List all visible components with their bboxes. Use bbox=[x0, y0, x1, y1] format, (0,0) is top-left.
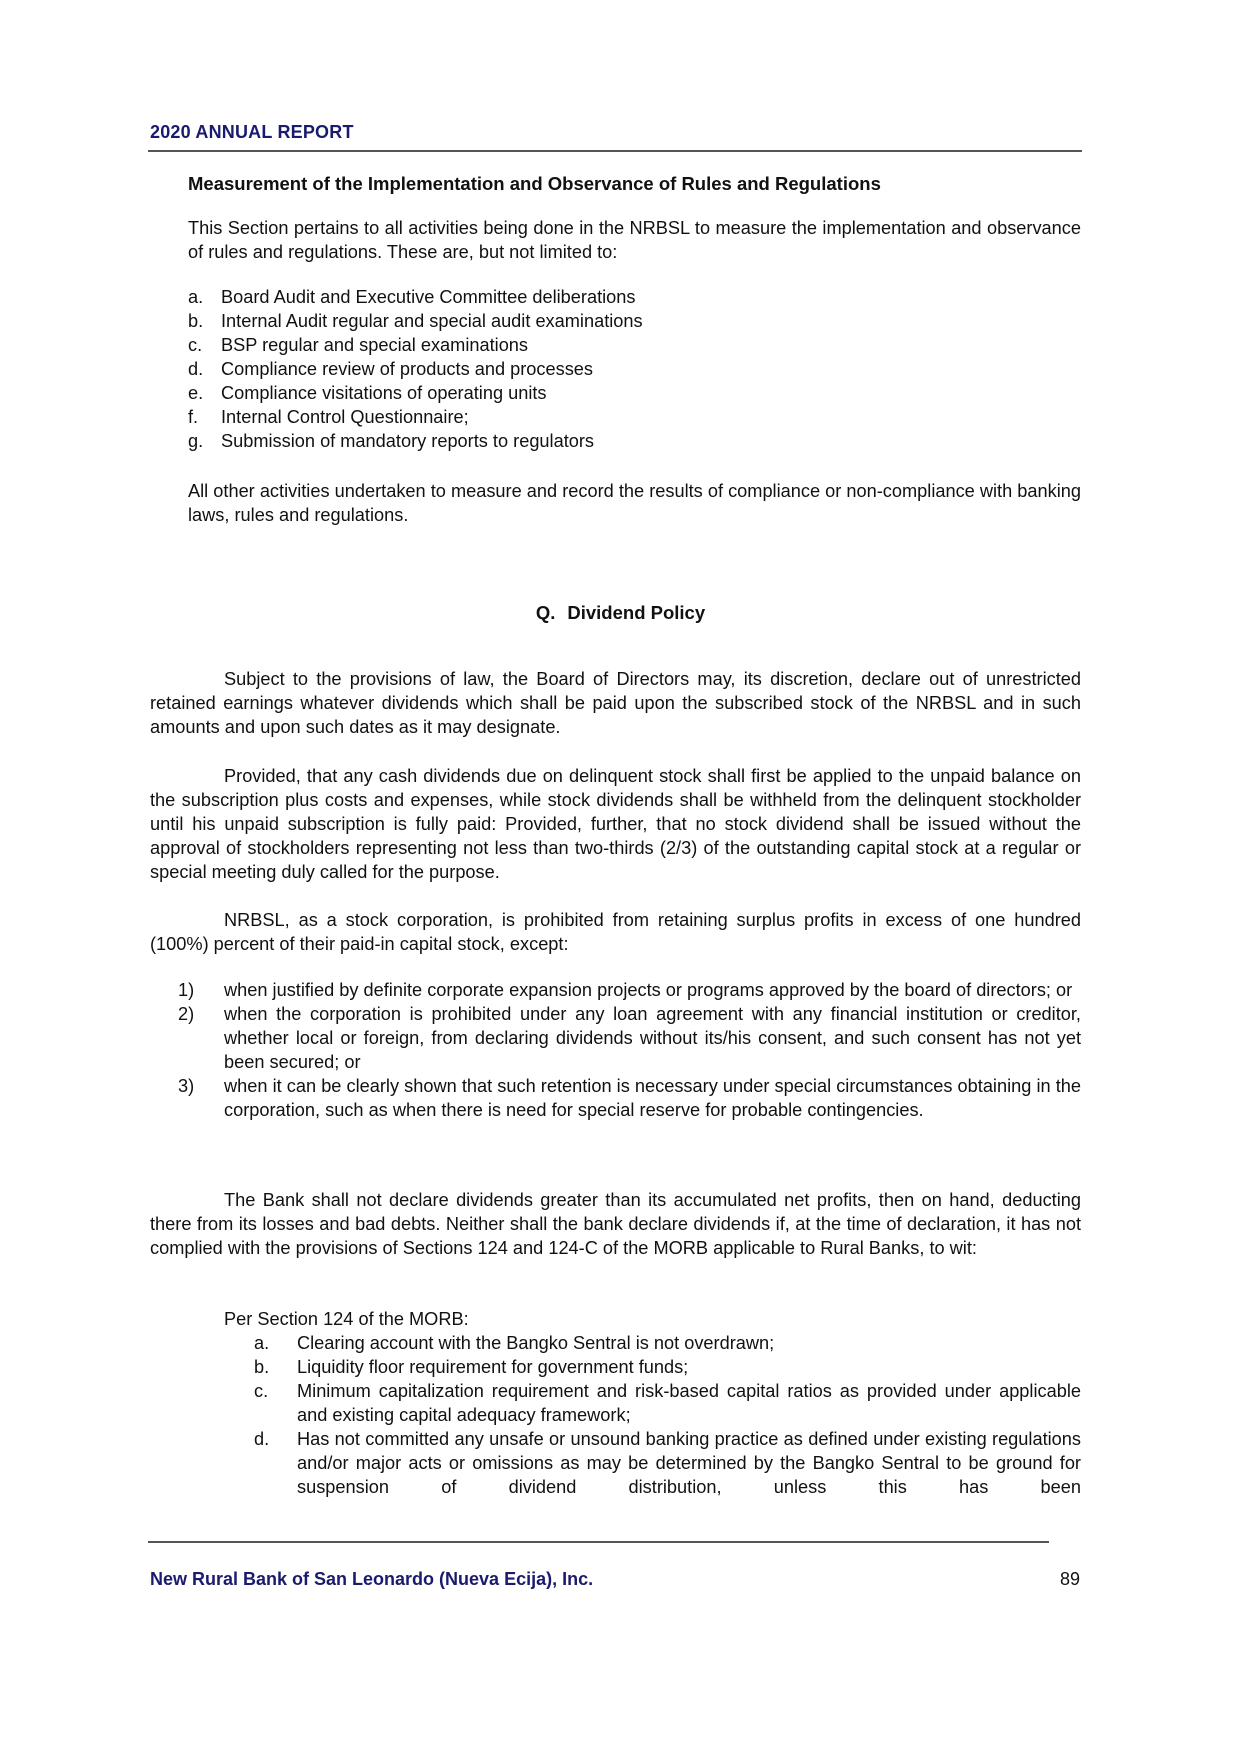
paragraph: NRBSL, as a stock corporation, is prohibited from retaining surplus profits in excess of one hundred (100%) percent of their paid-in capital stock, except: bbox=[150, 910, 1081, 954]
list-item-label: 2) bbox=[178, 1004, 195, 1024]
list-item-text: Internal Audit regular and special audit examinations bbox=[221, 311, 643, 331]
list-item-text: when the corporation is prohibited under any loan agreement with any financial institution or creditor, whether local or foreign, from declaring dividends without its/his consent, and such consent has not yet been secured; or bbox=[224, 1004, 1081, 1072]
section-title-dividend-policy bbox=[0, 601, 1241, 625]
list-item-text: Submission of mandatory reports to regulators bbox=[221, 431, 595, 451]
list-item bbox=[188, 429, 1081, 453]
list-item-label: 1) bbox=[178, 980, 195, 1000]
page-number: 89 bbox=[1060, 1569, 1081, 1589]
list-item bbox=[188, 333, 1081, 357]
list-item bbox=[178, 978, 1081, 1002]
list-item-label: c. bbox=[254, 1381, 269, 1401]
section-title-measurement: Measurement of the Implementation and Observance of Rules and Regulations bbox=[188, 173, 881, 194]
morb-requirements-list bbox=[254, 1331, 1081, 1499]
list-item-label: b. bbox=[188, 311, 204, 331]
list-item-text: Compliance review of products and processes bbox=[221, 359, 594, 379]
list-item bbox=[188, 357, 1081, 381]
list-item bbox=[254, 1331, 1081, 1355]
morb-section-heading: Per Section 124 of the MORB: bbox=[224, 1309, 469, 1329]
section-title-text: Dividend Policy bbox=[567, 602, 706, 623]
list-item-label: a. bbox=[188, 287, 204, 307]
list-item-label: b. bbox=[254, 1357, 270, 1377]
list-item-label: g. bbox=[188, 431, 204, 451]
paragraph: Subject to the provisions of law, the Board of Directors may, its discretion, declare out of unrestricted retained earnings whatever dividends which shall be paid upon the subscribed stock of the NRBSL and in such amounts and upon such dates as it may designate. bbox=[150, 669, 1081, 737]
section-intro-paragraph: This Section pertains to all activities being done in the NRBSL to measure the implementation and observance of rules and regulations. These are, but not limited to: bbox=[188, 218, 1081, 262]
list-item-text: Clearing account with the Bangko Sentral is not overdrawn; bbox=[297, 1333, 775, 1353]
list-item-text: when justified by definite corporate expansion projects or programs approved by the board of directors; or bbox=[224, 980, 1073, 1000]
list-item bbox=[254, 1379, 1081, 1427]
list-item-text: Liquidity floor requirement for government funds; bbox=[297, 1357, 689, 1377]
list-item-label: c. bbox=[188, 335, 203, 355]
list-item-label: d. bbox=[254, 1429, 270, 1449]
activities-list bbox=[188, 285, 1081, 453]
list-item bbox=[188, 309, 1081, 333]
list-item bbox=[188, 285, 1081, 309]
list-item-label: 3) bbox=[178, 1076, 195, 1096]
section-outro-paragraph: All other activities undertaken to measure and record the results of compliance or non-compliance with banking laws, rules and regulations. bbox=[188, 481, 1081, 525]
list-item bbox=[178, 1002, 1081, 1074]
list-item-text: Board Audit and Executive Committee deliberations bbox=[221, 287, 636, 307]
list-item-text: when it can be clearly shown that such retention is necessary under special circumstances obtaining in the corporation, such as when there is need for special reserve for probable contingencies. bbox=[224, 1076, 1081, 1120]
list-item-text: Minimum capitalization requirement and risk-based capital ratios as provided under applicable and existing capital adequacy framework; bbox=[297, 1381, 1081, 1425]
section-letter: Q. bbox=[535, 602, 556, 623]
list-item-text: Internal Control Questionnaire; bbox=[221, 407, 469, 427]
list-item-label: d. bbox=[188, 359, 204, 379]
list-item bbox=[178, 1074, 1081, 1122]
list-item bbox=[188, 405, 1081, 429]
list-item-label: e. bbox=[188, 383, 204, 403]
paragraph: Provided, that any cash dividends due on delinquent stock shall first be applied to the unpaid balance on the subscription plus costs and expenses, while stock dividends shall be withheld from the delinquent stockholder until his unpaid subscription is fully paid: Provided, further, that no stock dividend shall be issued without the approval of stockholders representing not less than two-thirds (2/3) of the outstanding capital stock at a regular or special meeting duly called for the purpose. bbox=[150, 766, 1081, 882]
exceptions-list bbox=[178, 978, 1081, 1122]
list-item bbox=[254, 1355, 1081, 1379]
list-item-text: BSP regular and special examinations bbox=[221, 335, 529, 355]
list-item-text: Compliance visitations of operating units bbox=[221, 383, 547, 403]
list-item-label: a. bbox=[254, 1333, 270, 1353]
paragraph: The Bank shall not declare dividends greater than its accumulated net profits, then on hand, deducting there from its losses and bad debts. Neither shall the bank declare dividends if, at the time of declaration, it has not complied with the provisions of Sections 124 and 124-C of the MORB applicable to Rural Banks, to wit: bbox=[150, 1190, 1081, 1258]
header-divider bbox=[148, 150, 1082, 152]
footer-bank-name: New Rural Bank of San Leonardo (Nueva Ecija), Inc. bbox=[150, 1569, 594, 1589]
list-item bbox=[188, 381, 1081, 405]
report-header-title: 2020 ANNUAL REPORT bbox=[150, 122, 354, 142]
footer-divider bbox=[148, 1541, 1049, 1543]
list-item-text: Has not committed any unsafe or unsound banking practice as defined under existing regulations and/or major acts or omissions as may be determined by the Bangko Sentral to be ground for suspension of dividend distribution, unless this has been bbox=[297, 1429, 1081, 1497]
list-item-label: f. bbox=[188, 407, 199, 427]
list-item bbox=[254, 1427, 1081, 1499]
